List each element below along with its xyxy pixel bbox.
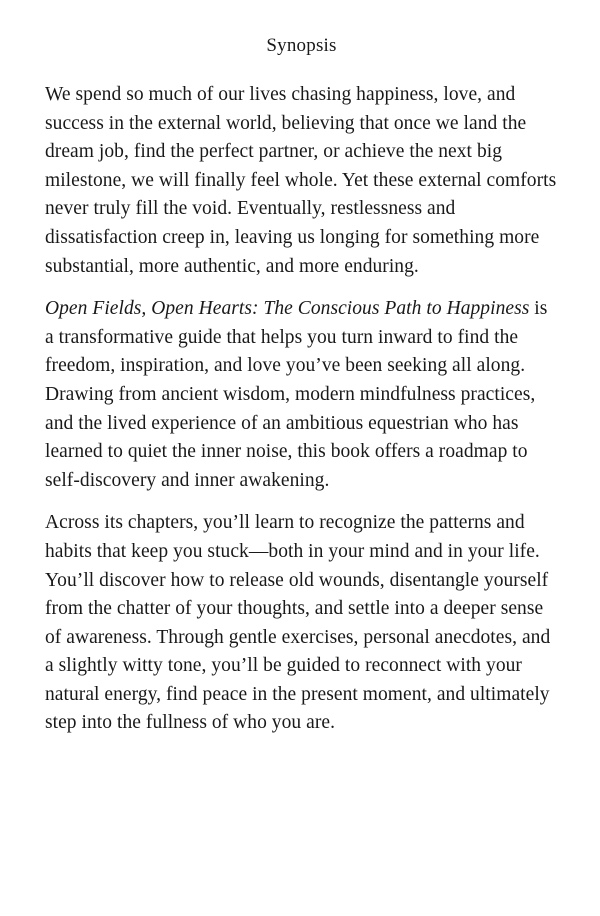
synopsis-body (45, 81, 558, 738)
paragraph-external-happiness: We spend so much of our lives chasing happiness, love, and success in the external world, believing that once we land the dream job, find the perfect partner, or achieve the next big milestone, we will finally feel whole. Yet these external comforts never truly fill the void. Eventually, restlessness and dissatisfaction creep in, leaving us longing for something more substantial, more authentic, and more enduring. (45, 84, 557, 277)
paragraph-book-description (45, 295, 558, 495)
paragraph-book-description-text: is a transformative guide that helps you turn inward to find the freedom, inspiration, and love you’ve been seeking all along. Drawing from ancient wisdom, modern mindfulness practices, and the lived experience of an ambitious equestrian who has learned to quiet the inner noise, this book offers a roadmap to self-discovery and inner awakening. (45, 298, 548, 491)
paragraph-chapters-overview: Across its chapters, you’ll learn to recognize the patterns and habits that keep you stuck—both in your mind and in your life. You’ll discover how to release old wounds, disentangle yourself from the chatter of your thoughts, and settle into a deeper sense of awareness. Through gentle exercises, personal anecdotes, and a slightly witty tone, you’ll be guided to reconnect with your natural energy, find peace in the present moment, and ultimately step into the fullness of who you are. (45, 512, 551, 734)
book-title-italic: Open Fields, Open Hearts: The Conscious Path to Happiness (45, 298, 530, 320)
page-title: Synopsis (266, 35, 337, 56)
